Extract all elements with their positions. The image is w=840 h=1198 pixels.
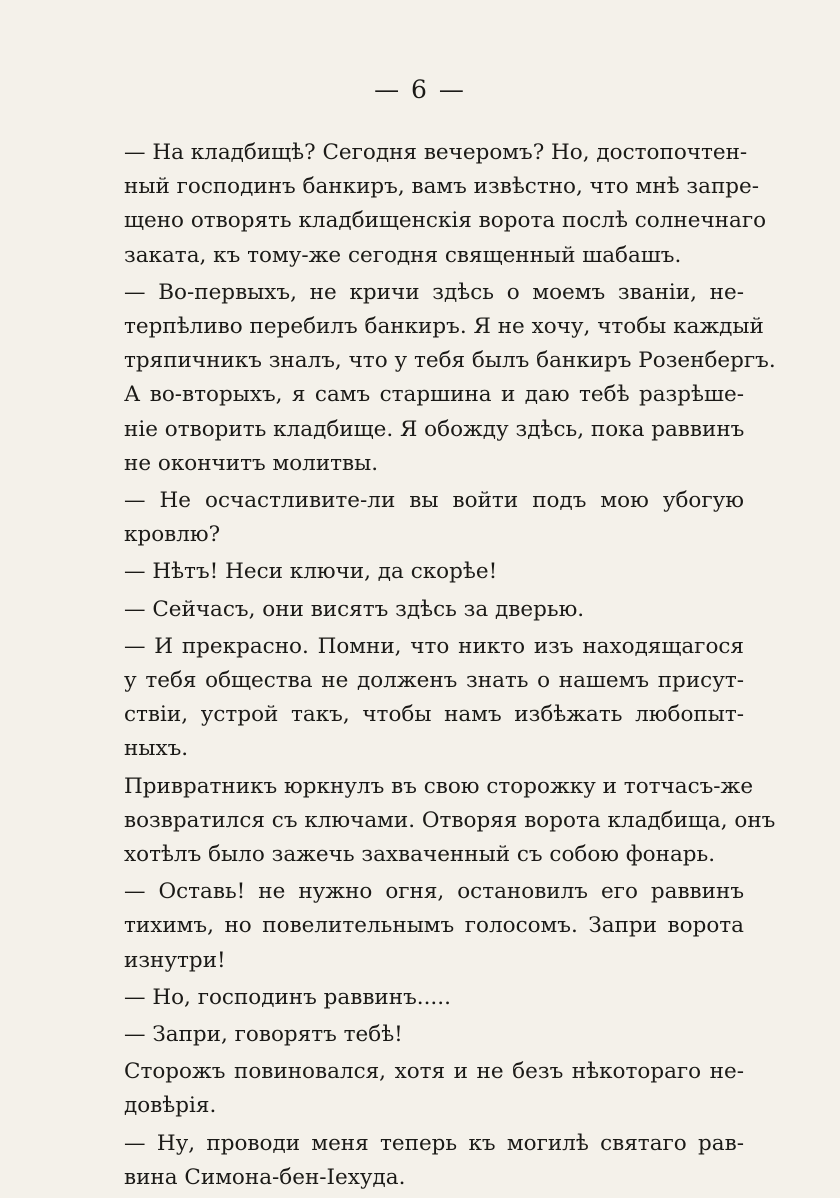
- paragraph: [124, 484, 744, 552]
- text-line: — Во-первыхъ, не кричи здѣсь о моемъ званіи, не-: [124, 279, 744, 305]
- text-line: ніе отворить кладбище. Я обожду здѣсь, пока раввинъ: [124, 416, 745, 442]
- text-line: — На кладбищѣ? Сегодня вечеромъ? Но, достопочтен-: [124, 140, 748, 165]
- paragraph: [124, 1127, 744, 1195]
- text-line: — Сейчасъ, они висятъ здѣсь за дверью.: [124, 596, 585, 622]
- paragraph: [124, 276, 776, 481]
- paragraph: [124, 875, 744, 978]
- text-line: ствіи, устрой такъ, чтобы намъ избѣжать любопыт-: [124, 702, 744, 728]
- text-line: — И прекрасно. Помни, что никто изъ находящагося: [124, 633, 744, 659]
- paragraph: [124, 630, 744, 767]
- text-line: ныхъ.: [124, 736, 189, 762]
- paragraph: [124, 555, 744, 589]
- paragraph: [124, 1018, 744, 1052]
- text-line: тихимъ, но повелительнымъ голосомъ. Запри ворота: [124, 913, 744, 939]
- text-line: Привратникъ юркнулъ въ свою сторожку и тотчасъ-же: [124, 773, 754, 799]
- text-line: кровлю?: [124, 522, 221, 548]
- paragraph: [124, 136, 767, 273]
- text-line: довѣрія.: [124, 1093, 217, 1119]
- text-line: хотѣлъ было зажечь захваченный съ собою фонарь.: [124, 842, 716, 868]
- text-line: — Запри, говорятъ тебѣ!: [124, 1022, 403, 1048]
- text-line: у тебя общества не долженъ знать о нашемъ присут-: [124, 668, 744, 694]
- paragraph: [124, 981, 744, 1015]
- text-line: вина Симона-бен-Іехуда.: [124, 1164, 406, 1190]
- text-line: изнутри!: [124, 947, 226, 973]
- text-line: — Но, господинъ раввинъ.....: [124, 984, 451, 1010]
- text-line: — Не осчастливите-ли вы войти подъ мою убогую: [124, 488, 744, 514]
- text-line: не окончитъ молитвы.: [124, 450, 379, 476]
- text-line: — Ну, проводи меня теперь къ могилѣ святаго рав-: [124, 1130, 744, 1156]
- paragraph: [124, 1055, 744, 1123]
- text-line: щено отворять кладбищенскія ворота послѣ солнечнаго: [124, 208, 767, 234]
- body-text: [124, 136, 776, 1198]
- text-line: — Нѣтъ! Неси ключи, да скорѣе!: [124, 559, 498, 585]
- paragraph: [124, 593, 744, 627]
- text-line: тряпичникъ зналъ, что у тебя былъ банкиръ Розенбергъ.: [124, 348, 776, 374]
- text-line: заката, къ тому-же сегодня священный шабашъ.: [124, 242, 682, 268]
- text-line: ный господинъ банкиръ, вамъ извѣстно, что мнѣ запре-: [124, 174, 760, 200]
- text-line: — Оставь! не нужно огня, остановилъ его раввинъ: [124, 879, 744, 905]
- paragraph: [124, 770, 776, 873]
- text-line: возвратился съ ключами. Отворяя ворота кладбища, онъ: [124, 807, 776, 833]
- text-line: А во-вторыхъ, я самъ старшина и даю тебѣ разрѣше-: [124, 382, 744, 408]
- text-line: Сторожъ повиновался, хотя и не безъ нѣкотораго не-: [124, 1059, 744, 1085]
- page-number: — 6 —: [374, 75, 466, 104]
- text-line: терпѣливо перебилъ банкиръ. Я не хочу, чтобы каждый: [124, 314, 764, 340]
